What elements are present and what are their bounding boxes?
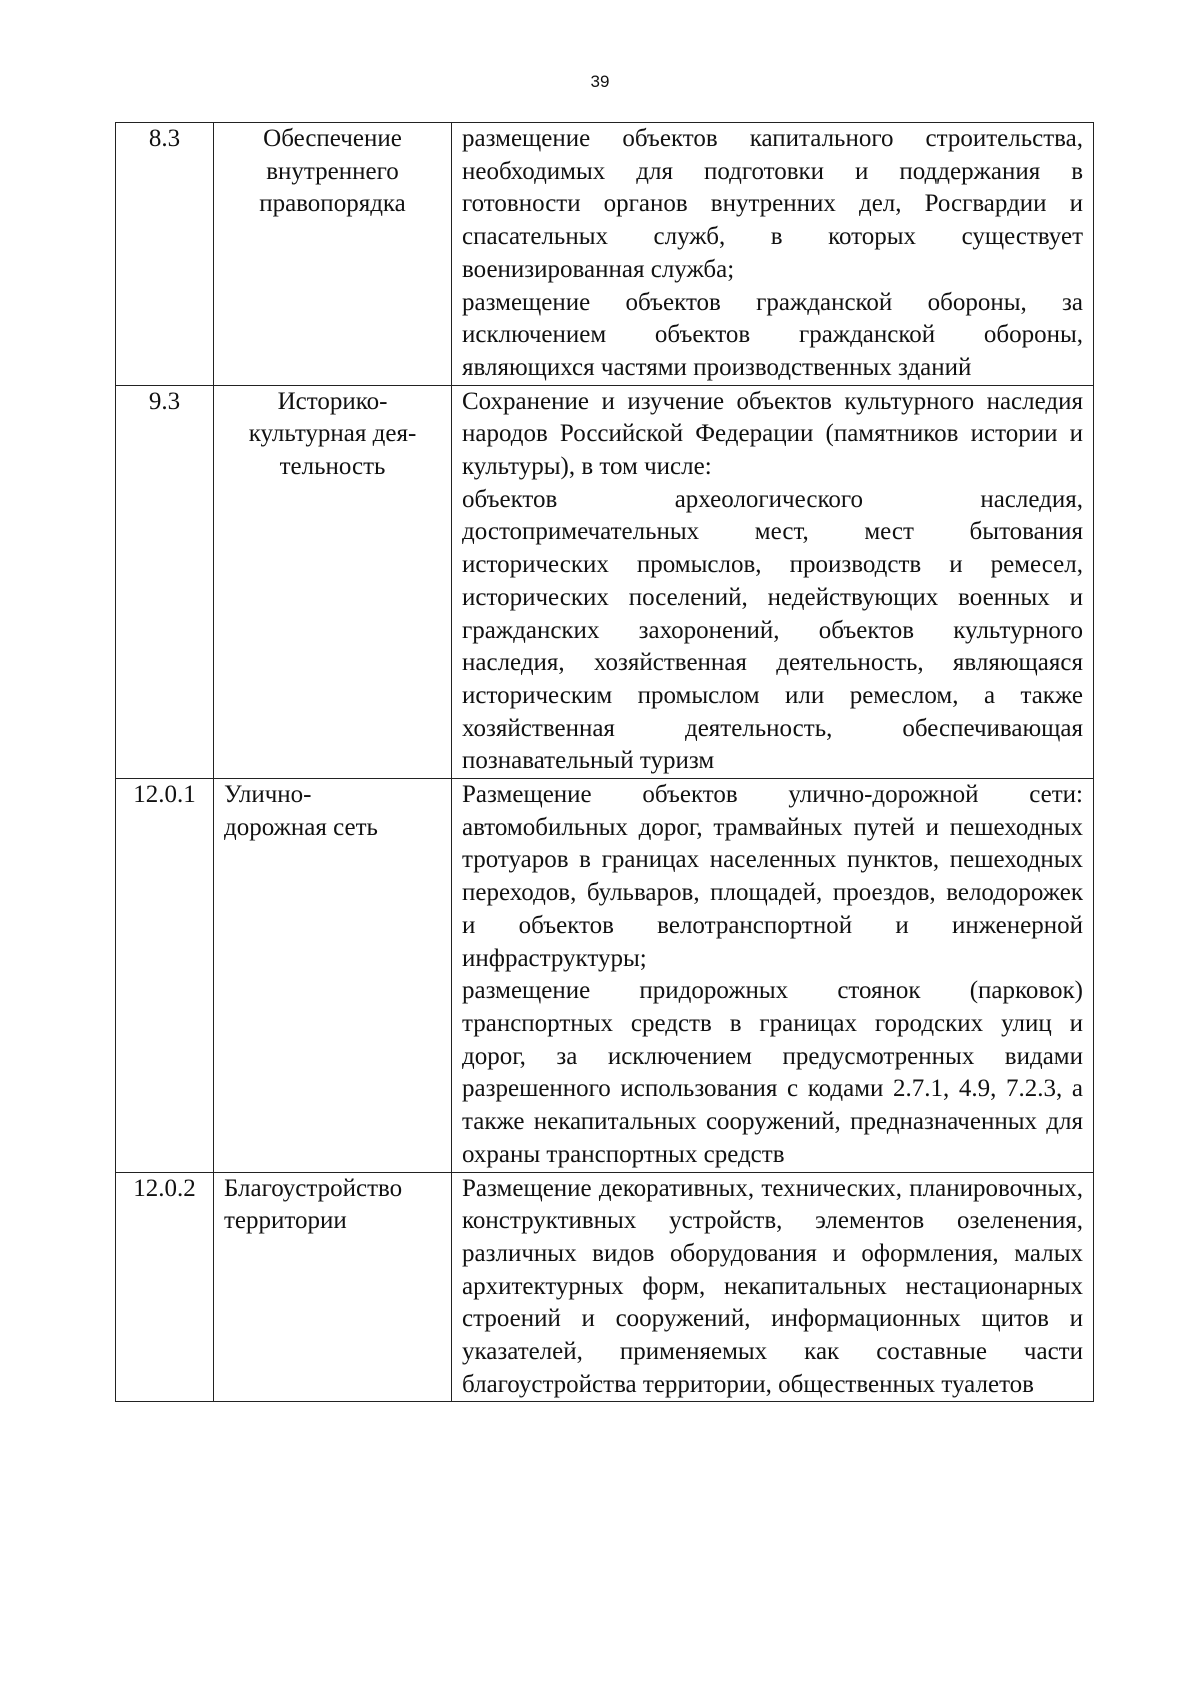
row-name-line: Обеспечение — [263, 125, 402, 152]
row-name-line: Благоустройство — [224, 1174, 403, 1202]
row-code: 12.0.1 — [116, 779, 214, 1172]
row-description — [452, 779, 1094, 1172]
row-name — [214, 779, 452, 1172]
row-name-line: Улично- — [224, 781, 312, 809]
row-description — [452, 1172, 1094, 1402]
row-name-line: Историко- — [277, 387, 388, 415]
row-name — [214, 123, 452, 386]
description-paragraph: Сохранение и изучение объектов культурного наследия народов Российской Федерации (памятников истории и культуры), в том числе: — [462, 387, 1083, 481]
description-paragraph: Размещение объектов улично-дорожной сети: автомобильных дорог, трамвайных путей и пешеходных тротуаров в границах населенных пунктов, пешеходных переходов, бульваров, площадей, проездов, велодорожек и объектов велотранспортной и инженерной инфраструктуры; — [462, 781, 1083, 972]
land-use-table — [115, 122, 1094, 1402]
page-number: 39 — [590, 72, 610, 91]
row-name — [214, 1172, 452, 1402]
table-row — [116, 779, 1094, 1172]
table-row — [116, 123, 1094, 386]
table-row — [116, 1172, 1094, 1402]
row-name-line: правопорядка — [259, 190, 406, 218]
row-name-line: территории — [224, 1207, 347, 1235]
description-paragraph: объектов археологического наследия, достопримечательных мест, мест бытования исторических промыслов, производств и ремесел, исторических поселений, недействующих военных и гражданских захоронений, объектов культурного наследия, хозяйственная деятельность, являющаяся историческим промыслом или ремеслом, а также хозяйственная деятельность, обеспечивающая познавательный туризм — [462, 485, 1083, 775]
row-name — [214, 385, 452, 778]
row-code: 12.0.2 — [116, 1172, 214, 1402]
row-name-line: дорожная сеть — [224, 813, 378, 841]
row-description — [452, 385, 1094, 778]
row-name-line: культурная дея- — [248, 420, 417, 448]
description-paragraph: Размещение декоративных, технических, планировочных, конструктивных устройств, элементов озеленения, различных видов оборудования и оформления, малых архитектурных форм, некапитальных нестационарных строений и сооружений, информационных щитов и указателей, применяемых как составные части благоустройства территории, общественных туалетов — [462, 1174, 1083, 1398]
row-description — [452, 123, 1094, 386]
row-code: 9.3 — [116, 385, 214, 778]
description-paragraph: размещение объектов капитального строительства, необходимых для подготовки и поддержания в готовности органов внутренних дел, Росгвардии и спасательных служб, в которых существует военизированная служба; — [462, 125, 1083, 283]
row-code: 8.3 — [116, 123, 214, 386]
row-name-line: внутреннего — [266, 157, 399, 185]
description-paragraph: размещение придорожных стоянок (парковок) транспортных средств в границах городских улиц и дорог, за исключением предусмотренных видами разрешенного использования с кодами 2.7.1, 4.9, 7.2.3, а также некапитальных сооружений, предназначенных для охраны транспортных средств — [462, 977, 1083, 1168]
table-row — [116, 385, 1094, 778]
description-paragraph: размещение объектов гражданской обороны, за исключением объектов гражданской обороны, являющихся частями производственных зданий — [462, 288, 1083, 381]
row-name-line: тельность — [279, 453, 386, 481]
